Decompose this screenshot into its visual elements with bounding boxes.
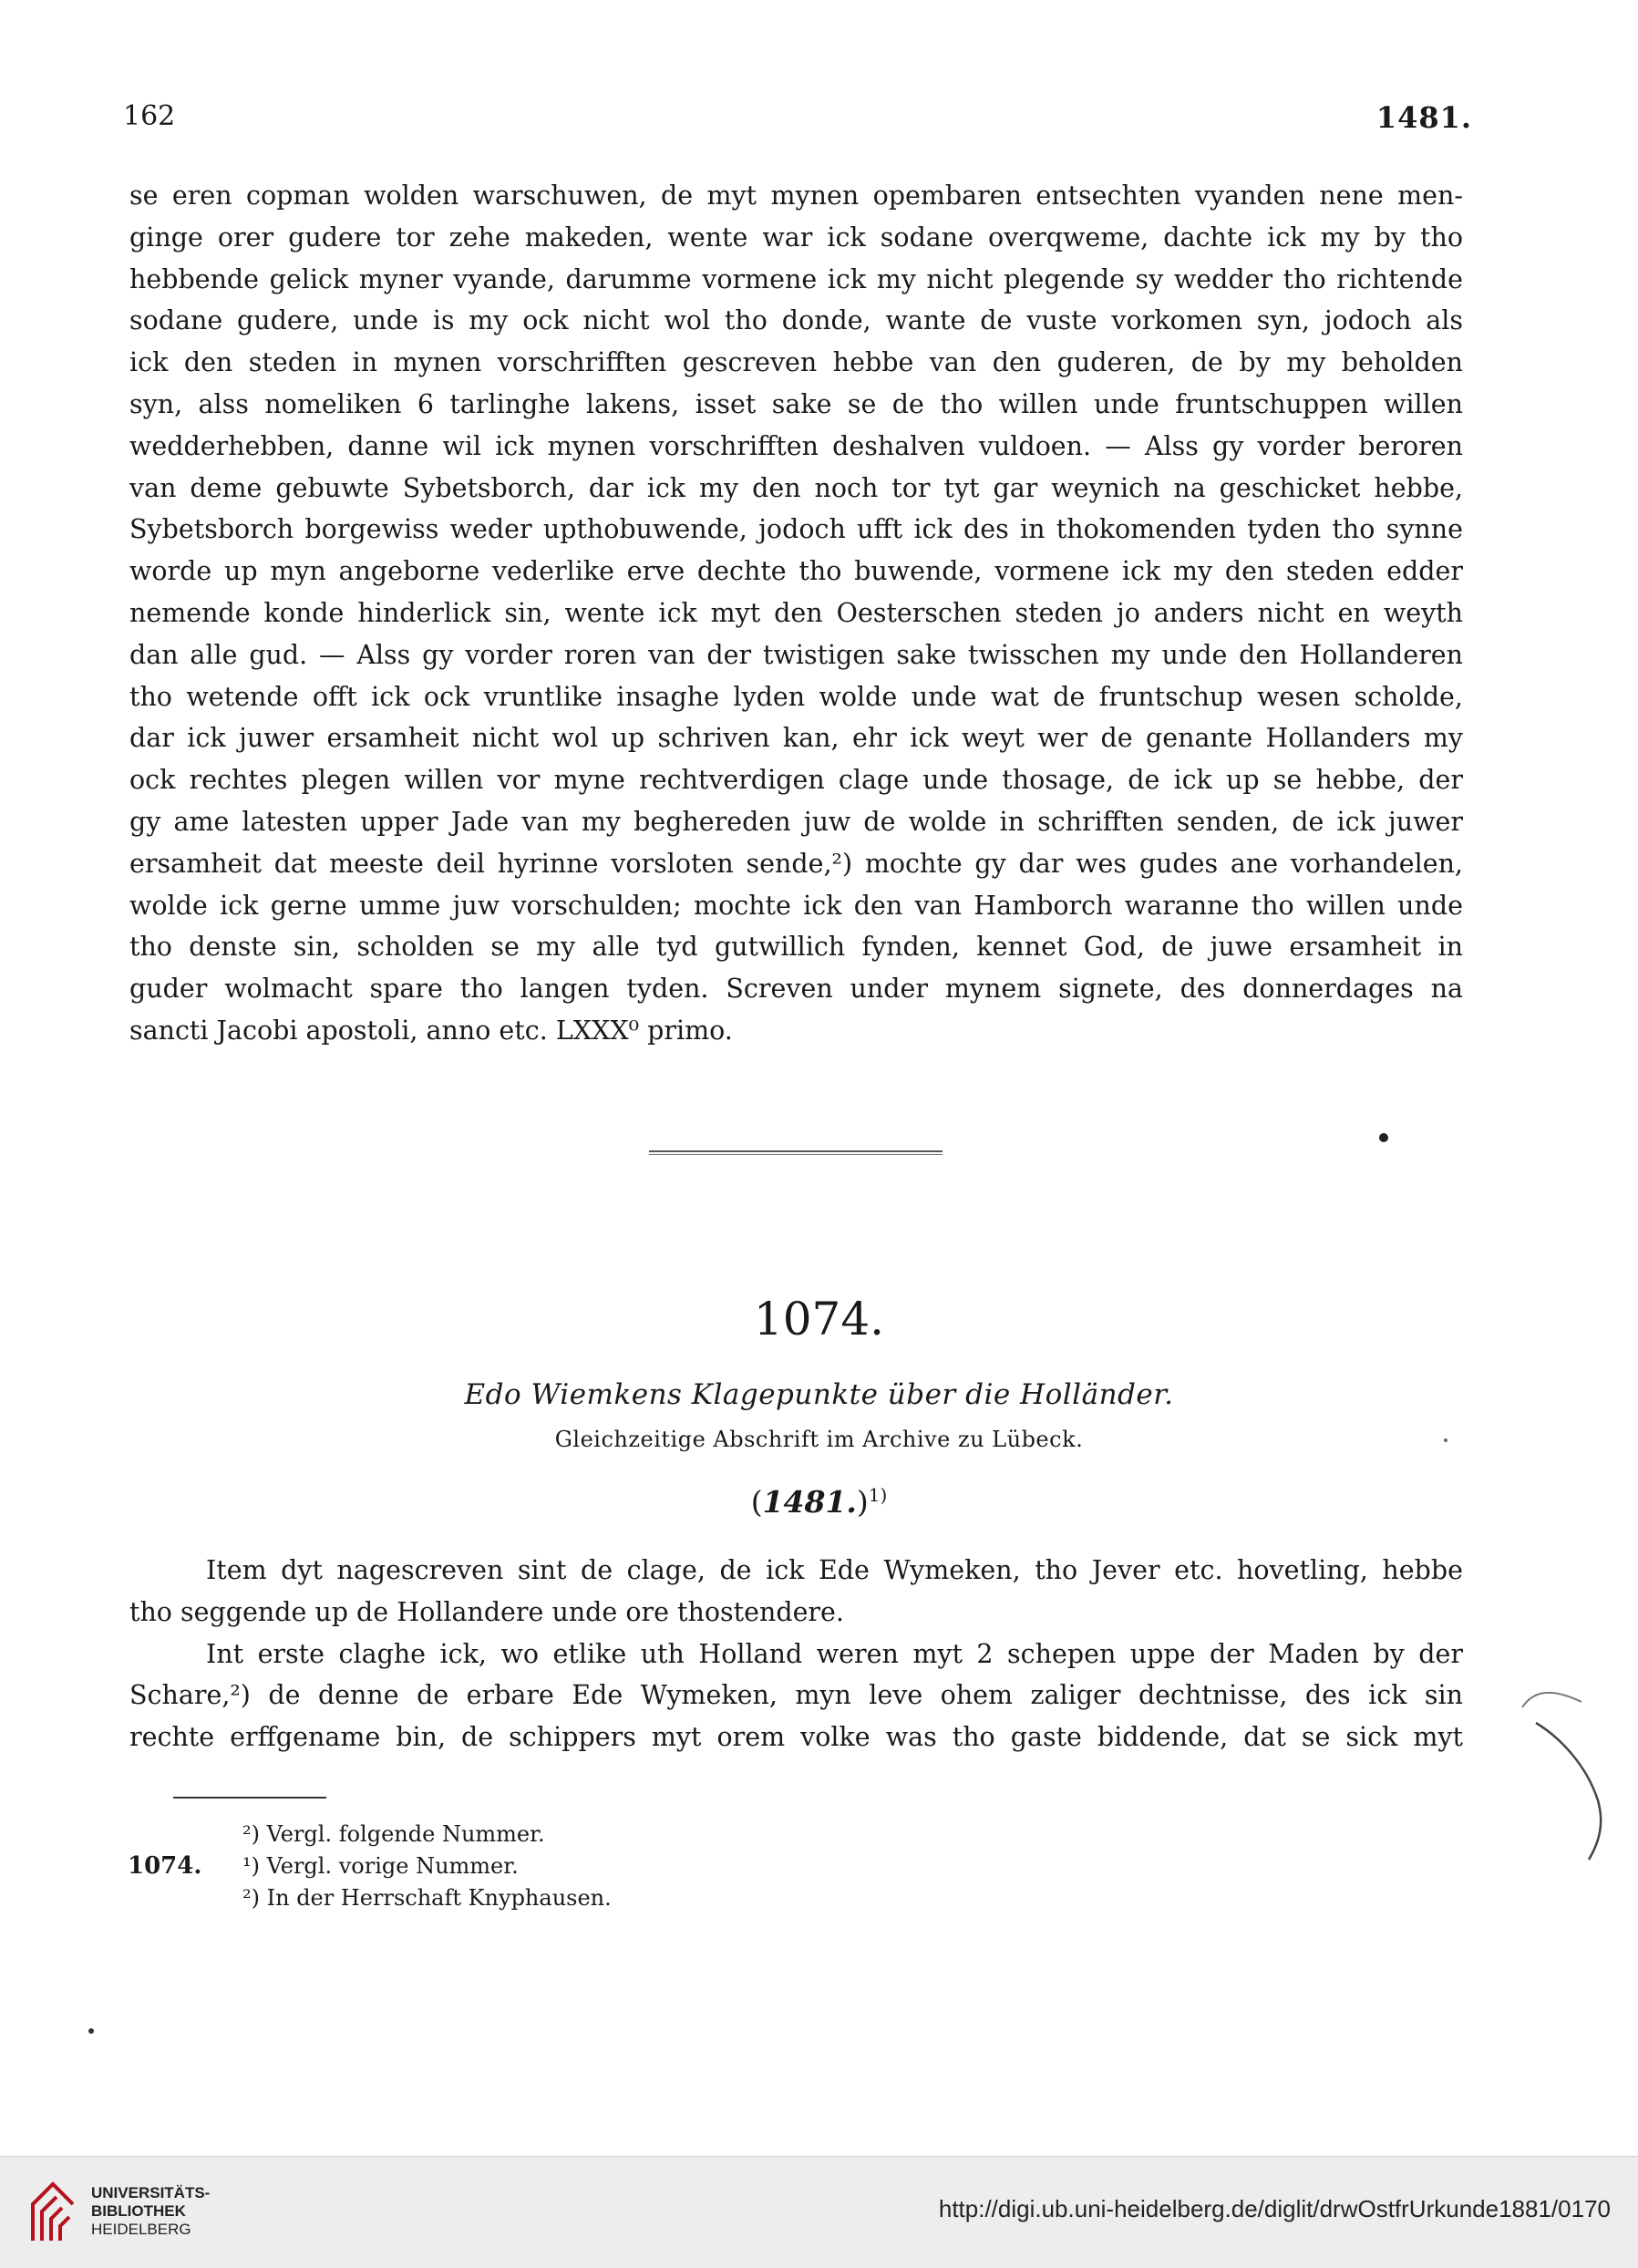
- logo-line: UNIVERSITÄTS-: [91, 2184, 211, 2201]
- text-line: rechte erffgename bin, de schippers myt orem volke was tho gaste biddende, dat se sick myt: [129, 1722, 1463, 1753]
- text-line: ersamheit dat meeste deil hyrinne vorsloten sende,²) mochte gy dar wes gudes ane vorhandelen,: [129, 848, 1463, 879]
- logo-line: HEIDELBERG: [91, 2221, 191, 2238]
- footnote-marker: ²): [242, 1821, 260, 1847]
- date-paren-open: (: [750, 1484, 763, 1520]
- text-line: Sybetsborch borgewiss weder upthobuwende, jodoch ufft ick des in thokomenden tyden tho synne: [129, 514, 1463, 545]
- footnote-marker: ²): [242, 1885, 260, 1911]
- date-year: 1481.: [762, 1484, 857, 1520]
- footnote-marker: ¹): [242, 1853, 260, 1879]
- date-footnote-ref: 1): [868, 1484, 888, 1506]
- text-line: wedderhebben, danne wil ick mynen vorschrifften deshalven vuldoen. — Alss gy vorder beroren: [129, 430, 1463, 461]
- document-body: [129, 1550, 1463, 1758]
- text-line: se eren copman wolden warschuwen, de myt mynen opembaren entsechten vyanden nene men-: [129, 180, 1463, 211]
- footnote-text: In der Herrschaft Knyphausen.: [266, 1885, 612, 1911]
- document-number: 1074.: [753, 1293, 885, 1345]
- text-line: tho wetende offt ick ock vruntlike insaghe lyden wolde unde wat de fruntschup wesen scholde,: [129, 681, 1463, 712]
- letter-body: [129, 175, 1463, 1052]
- text-line: tho denste sin, scholden se my alle tyd gutwillich fynden, kennet God, de juwe ersamheit in: [129, 932, 1463, 963]
- page-header: [123, 100, 1472, 146]
- text-line: worde up myn angeborne vederlike erve dechte tho buwende, vormene ick my den steden edder: [129, 556, 1463, 587]
- text-line: Schare,²) de denne de erbare Ede Wymeken, myn leve ohem zaliger dechtnisse, des ick sin: [129, 1680, 1463, 1711]
- text-line: dar ick juwer ersamheit nicht wol up schriven kan, ehr ick weyt wer de genante Hollanders my: [129, 723, 1463, 754]
- text-line: Int erste claghe ick, wo etlike uth Holland weren myt 2 schepen uppe der Maden by der: [206, 1638, 1463, 1669]
- ink-speck: [1379, 1133, 1388, 1142]
- text-line: dan alle gud. — Alss gy vorder roren van der twistigen sake twisschen my unde den Hollanderen: [129, 639, 1463, 670]
- text-line: hebbende gelick myner vyande, darumme vormene ick my nicht plegende sy wedder tho richtende: [129, 263, 1463, 294]
- footnote-text: Vergl. folgende Nummer.: [266, 1821, 545, 1847]
- text-line: Item dyt nagescreven sint de clage, de ick Ede Wymeken, tho Jever etc. hovetling, hebbe: [206, 1555, 1463, 1585]
- ink-speck: [88, 2028, 94, 2034]
- text-line: syn, alss nomeliken 6 tarlinghe lakens, isset sake se de tho willen unde fruntschuppen willen: [129, 388, 1463, 419]
- footer-bar: [0, 2156, 1638, 2268]
- text-line: gy ame latesten upper Jade van my beghereden juw de wolde in schrifften senden, de ick juwer: [129, 806, 1463, 837]
- text-line: ginge orer gudere tor zehe makeden, wente war ick sodane overqweme, dachte ick my by tho: [129, 222, 1463, 253]
- text-line: tho seggende up de Hollandere unde ore thostendere.: [129, 1596, 844, 1627]
- footnote-rule: [173, 1797, 326, 1799]
- document-date: [0, 1484, 1638, 1520]
- text-line: wolde ick gerne umme juw vorschulden; mochte ick den van Hamborch waranne tho willen unde: [129, 890, 1463, 921]
- text-line: nemende konde hinderlick sin, wente ick myt den Oesterschen steden jo anders nicht en weyth: [129, 597, 1463, 628]
- text-line: sodane gudere, unde is my ock nicht wol tho donde, wante de vuste vorkomen syn, jodoch als: [129, 305, 1463, 336]
- text-line: sancti Jacobi apostoli, anno etc. LXXX⁰ primo.: [129, 1015, 733, 1046]
- page-number: 162: [123, 100, 176, 132]
- logo-line: BIBLIOTHEK: [91, 2202, 186, 2220]
- margin-scrawl: [1518, 1682, 1618, 1864]
- text-line: ick den steden in mynen vorschrifften gescreven hebbe van den guderen, de by my beholden: [129, 347, 1463, 378]
- running-head-year: 1481.: [1375, 100, 1472, 135]
- date-paren-close: ): [856, 1484, 869, 1520]
- text-line: van deme gebuwte Sybetsborch, dar ick my den noch tor tyt gar weynich na geschicket hebbe,: [129, 472, 1463, 503]
- library-logo-text: [91, 2184, 210, 2239]
- document-source: Gleichzeitige Abschrift im Archive zu Lübeck.: [554, 1427, 1084, 1452]
- footnote-doc-label: 1074.: [128, 1852, 202, 1880]
- section-divider: [649, 1150, 943, 1155]
- text-line: ock rechtes plegen willen vor myne rechtverdigen clage unde thosage, de ick up se hebbe, der: [129, 765, 1463, 796]
- text-line: guder wolmacht spare tho langen tyden. Screven under mynem signete, des donnerdages na: [129, 974, 1463, 1005]
- library-logo-icon: [26, 2177, 84, 2248]
- footnote-text: Vergl. vorige Nummer.: [266, 1853, 519, 1879]
- source-url-link[interactable]: http://digi.ub.uni-heidelberg.de/diglit/drwOstfrUrkunde1881/0170: [938, 2195, 1611, 2222]
- document-title: Edo Wiemkens Klagepunkte über die Holländer.: [464, 1378, 1174, 1411]
